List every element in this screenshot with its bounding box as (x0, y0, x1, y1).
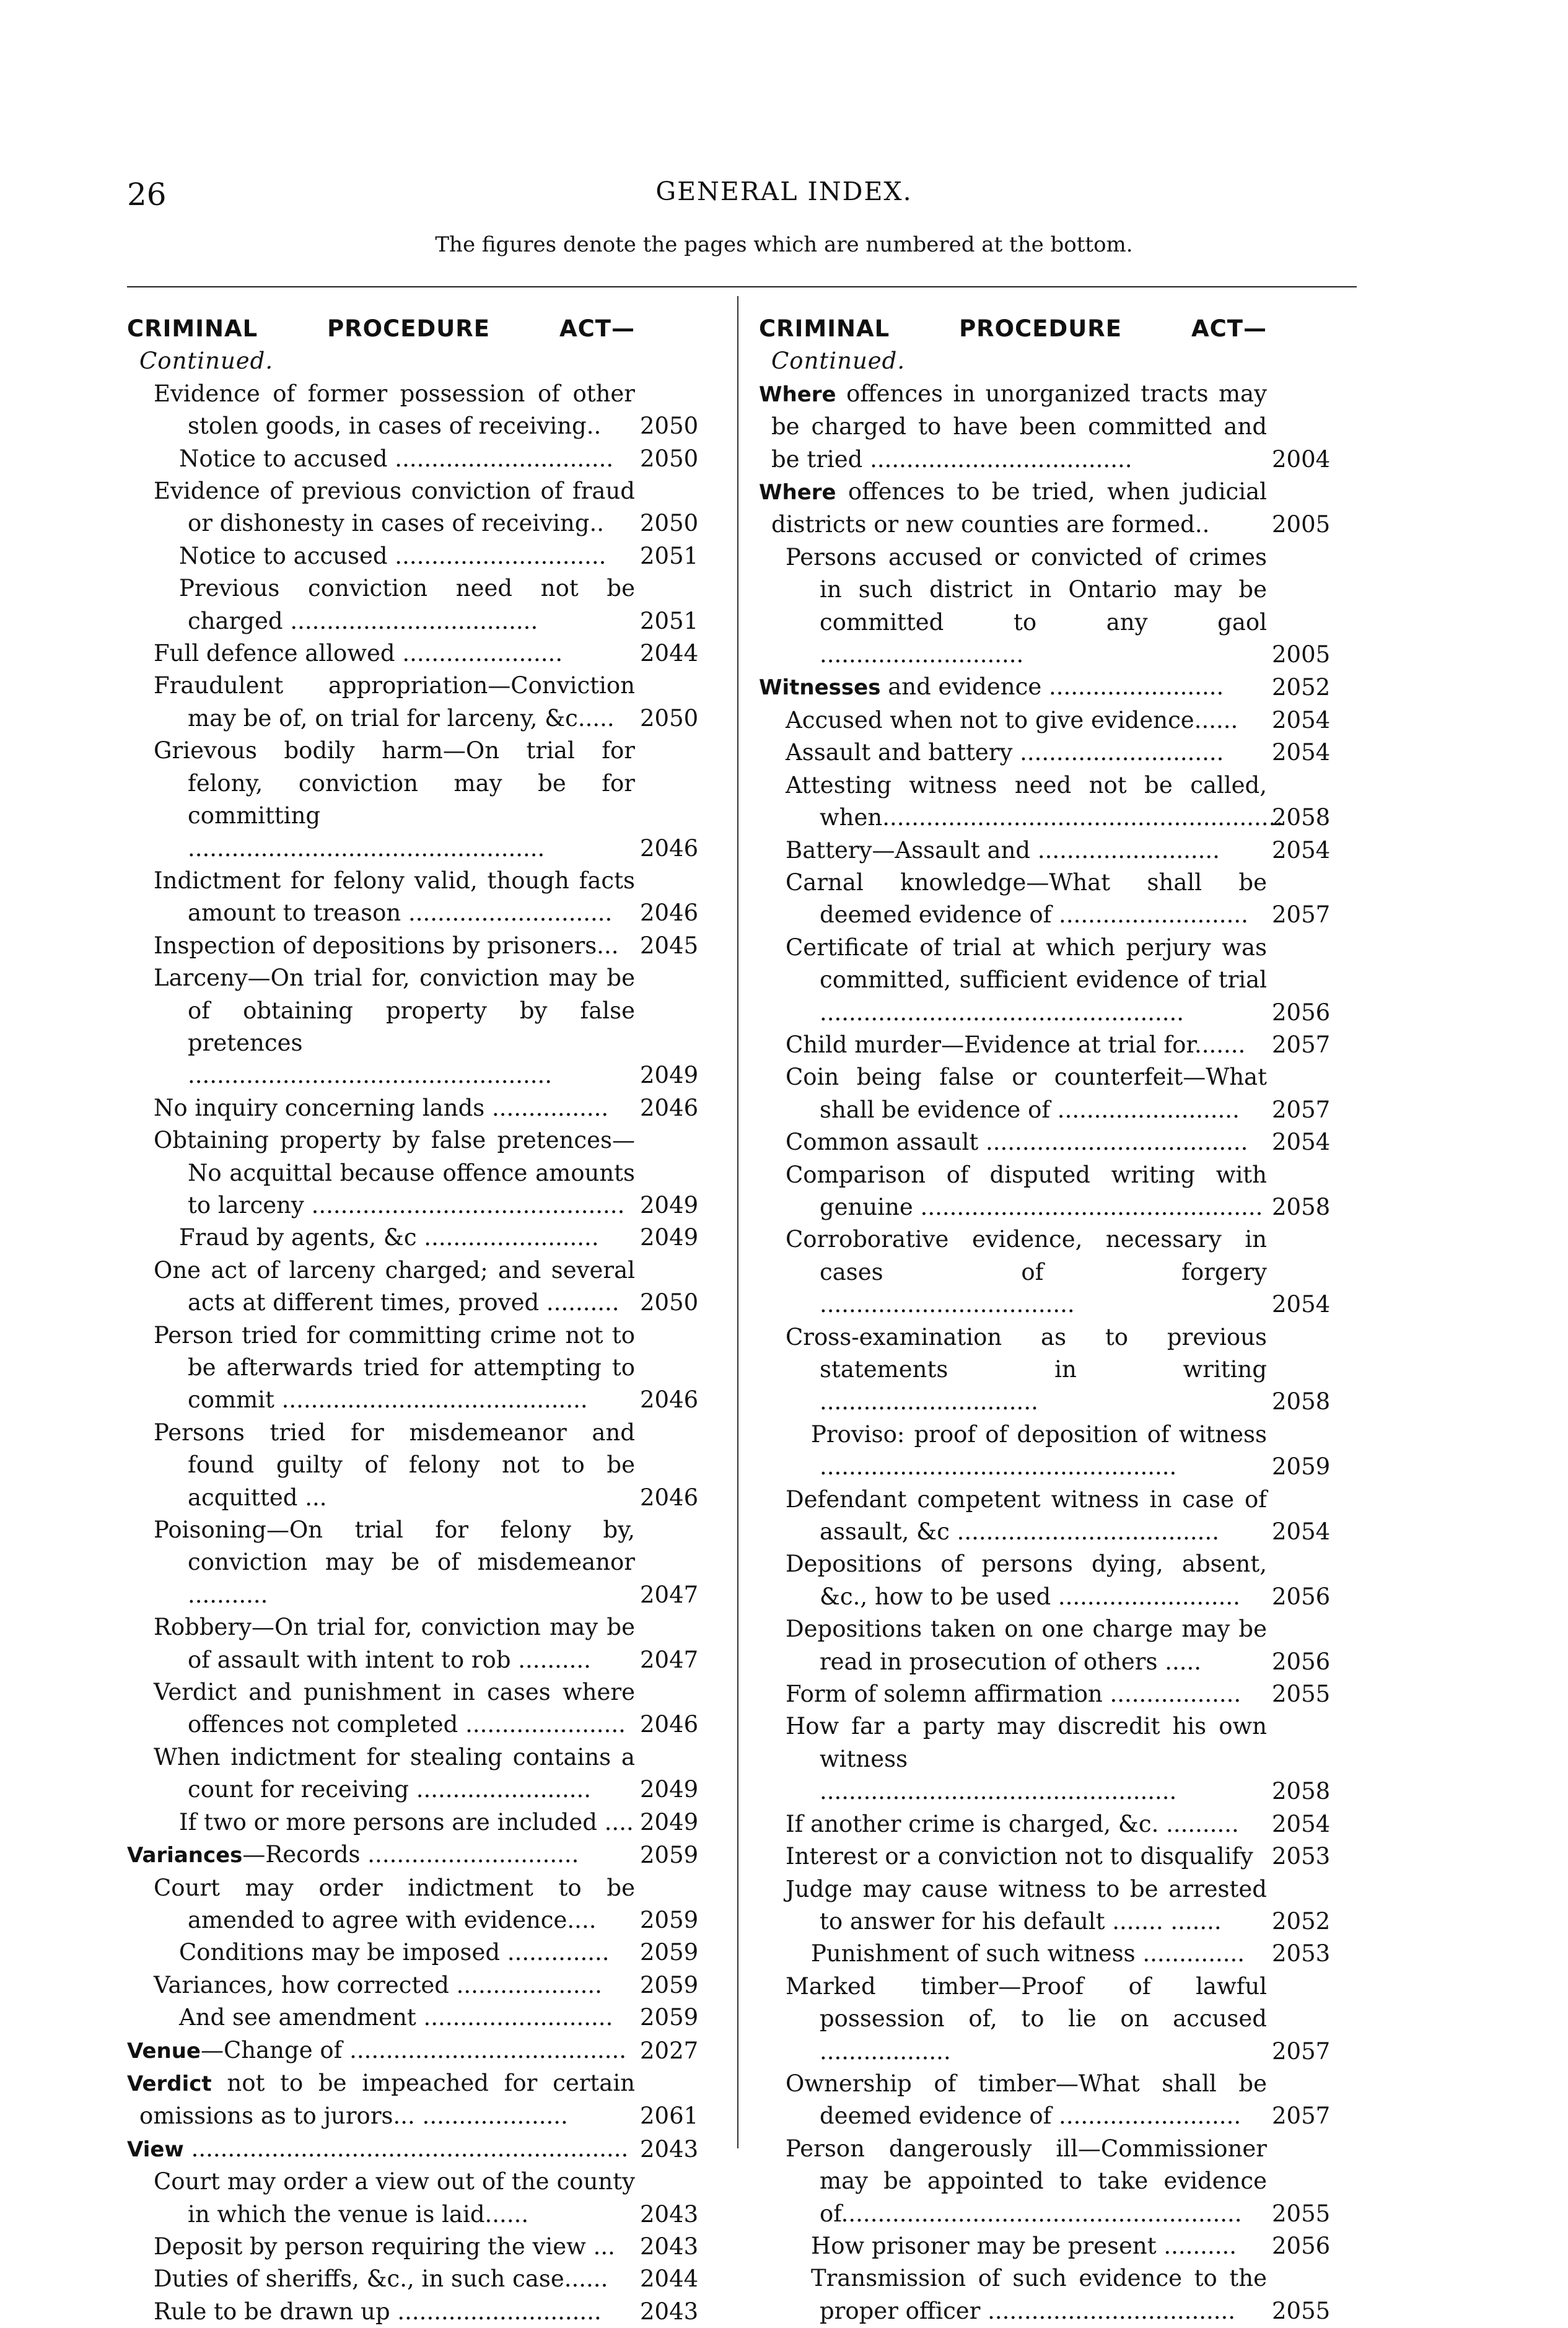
index-entry-text: —Change of ...................................... (200, 2036, 627, 2063)
section-heading-continued: Continued. (139, 348, 274, 375)
index-page-number: 2043 (640, 2298, 699, 2325)
index-entry (759, 1678, 1329, 1710)
section-heading-continued: Continued. (771, 348, 906, 375)
index-entry-text: Obtaining property by false pretences—No acquittal because offence amounts to larceny ........................................... (154, 1127, 635, 1219)
index-entry-text: offences in unorganized tracts may be charged to have been committed and be tried .................................... (771, 380, 1267, 473)
index-keyword: Variances (127, 1843, 243, 1868)
index-page-number: 2049 (640, 1062, 699, 1089)
index-page-number: 2059 (1272, 1453, 1331, 1481)
index-entry-text: Proviso: proof of deposition of witness ................................................. (811, 1420, 1267, 1481)
index-entry (759, 2133, 1329, 2230)
index-entry (127, 378, 697, 443)
index-entry-text: Child murder—Evidence at trial for....... (786, 1031, 1246, 1058)
index-page-number: 2056 (1272, 999, 1331, 1026)
index-entry-text: Defendant competent witness in case of assault, &c .................................... (786, 1486, 1267, 1546)
index-page-number: 2044 (640, 640, 699, 667)
index-entry-text: When indictment for stealing contains a count for receiving ........................ (154, 1743, 635, 1803)
index-entry (127, 475, 697, 540)
index-entry (127, 670, 697, 735)
index-page-number: 2056 (1272, 1583, 1331, 1610)
index-entry-text: Inspection of depositions by prisoners... (154, 932, 619, 959)
index-entry-text: Cross-examination as to previous statements in writing .............................. (786, 1323, 1267, 1416)
index-entry-text: Evidence of former possession of other stolen goods, in cases of receiving.. (154, 380, 635, 440)
index-entry-text: Depositions taken on one charge may be read in prosecution of others ..... (786, 1616, 1267, 1675)
index-entry-text: —Records ............................. (242, 1841, 579, 1868)
index-entry (127, 1839, 697, 1871)
index-keyword: Venue (127, 2038, 201, 2063)
index-entry (127, 1092, 697, 1124)
index-entry (127, 1222, 697, 1254)
index-entry (127, 2231, 697, 2263)
index-entry (759, 1873, 1329, 1938)
index-entry-text: Persons accused or convicted of crimes in such district in Ontario may be committed to any gaol ............................ (786, 543, 1267, 668)
index-page-number: 2059 (640, 1971, 699, 1998)
index-keyword: Where (759, 382, 836, 407)
index-page-number: 2054 (1272, 1291, 1331, 1318)
index-page-number: 2046 (640, 899, 699, 927)
index-entry-text: Robbery—On trial for, conviction may be of assault with intent to rob .......... (154, 1614, 635, 1673)
index-page-number: 2046 (640, 1484, 699, 1511)
index-entry-text: Common assault .................................... (786, 1129, 1248, 1156)
index-entry-text: Depositions of persons dying, absent, &c., how to be used ......................... (786, 1551, 1267, 1610)
index-entry (759, 867, 1329, 932)
index-entry-text: Corroborative evidence, necessary in cases of forgery ................................... (786, 1226, 1267, 1318)
index-page-number: 2050 (640, 704, 699, 732)
right-section-heading (759, 313, 1329, 378)
index-entry (127, 1969, 697, 2002)
index-entry-text: ............................................................ (183, 2135, 629, 2162)
index-entry (759, 2230, 1329, 2262)
index-entry-text: Variances, how corrected .................... (154, 1971, 602, 1998)
index-entry (127, 1872, 697, 1937)
index-entry-text: If another crime is charged, &c. .......... (786, 1810, 1239, 1837)
index-page-number: 2058 (1272, 1193, 1331, 1220)
index-page-number: 2047 (640, 1581, 699, 1608)
index-page-number: 2050 (640, 413, 699, 440)
index-keyword: Verdict (127, 2071, 212, 2096)
index-entry (759, 1484, 1329, 1549)
index-entry-text: Court may order indictment to be amended to agree with evidence.... (154, 1874, 635, 1933)
index-page-number: 2057 (1272, 2037, 1331, 2065)
index-entry (127, 962, 697, 1092)
index-page-number: 2045 (640, 932, 699, 959)
index-entry-text: Grievous bodily harm—On trial for felony, conviction may be for committing ................................................. (154, 737, 635, 862)
index-entry (127, 637, 697, 670)
index-entry-text: Previous conviction need not be charged .................................. (179, 575, 635, 634)
index-page-number: 2054 (1272, 1810, 1331, 1837)
index-entry-text: Notice to accused ............................. (179, 542, 607, 569)
index-page-number: 2050 (640, 510, 699, 537)
index-entry-text: Duties of sheriffs, &c., in such case...... (154, 2265, 608, 2293)
index-entry (759, 1938, 1329, 1970)
index-entry-text: Full defence allowed ...................... (154, 640, 563, 667)
index-page-number: 2058 (1272, 804, 1331, 831)
index-page-number: 2059 (640, 1939, 699, 1966)
running-title: GENERAL INDEX. (655, 177, 913, 206)
index-page-number: 2055 (1272, 2297, 1331, 2324)
index-entry-text: Assault and battery ............................ (786, 739, 1224, 766)
index-entry (127, 2002, 697, 2034)
index-page-number: 2054 (1272, 1129, 1331, 1156)
page-subtitle: The figures denote the pages which are numbered at the bottom. (435, 232, 1133, 257)
index-entry (127, 865, 697, 930)
left-section-heading (127, 313, 697, 378)
index-entry (759, 1029, 1329, 1061)
index-entry-text: Deposit by person requiring the view ... (154, 2233, 615, 2260)
index-entry (127, 1741, 697, 1806)
index-entry (759, 1840, 1329, 1873)
index-entry (759, 1419, 1329, 1484)
index-entry-text: Fraud by agents, &c ........................ (179, 1224, 599, 1251)
index-entry-text: Certificate of trial at which perjury was committed, sufficient evidence of trial .................................................. (786, 934, 1267, 1026)
index-page-number: 2044 (640, 2265, 699, 2293)
index-entry-text: Evidence of previous conviction of fraud or dishonesty in cases of receiving.. (154, 478, 635, 537)
index-page-number: 2056 (1272, 1648, 1331, 1675)
left-column (127, 313, 697, 2328)
index-entry (127, 1124, 697, 1222)
section-heading-text: CRIMINAL PROCEDURE ACT— (759, 315, 1267, 342)
index-page-number: 2043 (640, 2233, 699, 2260)
column-divider (737, 296, 738, 2148)
index-page-number: 2055 (1272, 1681, 1331, 1708)
index-page-number: 2057 (1272, 901, 1331, 929)
index-entry-text: Attesting witness need not be called, when....................................................... (786, 771, 1284, 831)
index-entry-text: and evidence ........................ (880, 673, 1224, 701)
index-entry (127, 2296, 697, 2328)
index-entry (759, 1321, 1329, 1419)
index-entry (759, 737, 1329, 769)
index-page-number: 2061 (640, 2103, 699, 2130)
index-page-number: 2057 (1272, 1096, 1331, 1123)
index-entry (127, 1611, 697, 1676)
section-heading-text: CRIMINAL PROCEDURE ACT— (127, 315, 635, 342)
index-page-number: 2046 (640, 1094, 699, 1121)
index-entry (759, 1971, 1329, 2068)
index-entry-text: How far a party may discredit his own witness ................................................. (786, 1713, 1267, 1805)
index-page-number: 2004 (1272, 445, 1331, 473)
index-entry (127, 572, 697, 637)
index-page-number: 2054 (1272, 1518, 1331, 1546)
index-entry-text: Persons tried for misdemeanor and found guilty of felony not to be acquitted ... (154, 1419, 635, 1511)
index-entry (759, 769, 1329, 834)
index-entry-text: Interest or a conviction not to disqualify (786, 1843, 1253, 1870)
index-page-number: 2046 (640, 1711, 699, 1738)
index-entry (759, 1223, 1329, 1321)
index-entry (759, 1159, 1329, 1224)
index-entry (127, 1319, 697, 1417)
index-page-number: 2043 (640, 2135, 699, 2163)
index-page-number: 2055 (1272, 2200, 1331, 2227)
index-page-number: 2058 (1272, 1388, 1331, 1416)
index-entry (127, 1676, 697, 1741)
index-page-number: 2054 (1272, 836, 1331, 864)
index-entry-text: Form of solemn affirmation .................. (786, 1681, 1242, 1708)
index-page-number: 2051 (640, 542, 699, 569)
index-entry (127, 1806, 697, 1839)
index-page-number: 2050 (640, 1289, 699, 1316)
index-entry (127, 1514, 697, 1611)
index-entry (759, 1613, 1329, 1678)
index-page-number: 2047 (640, 1646, 699, 1673)
index-entry (127, 2034, 697, 2067)
index-entry-text: Verdict and punishment in cases where offences not completed ...................... (154, 1679, 635, 1738)
index-entry (127, 1254, 697, 1319)
index-entry (759, 932, 1329, 1029)
index-page-number: 2051 (640, 607, 699, 634)
index-entry (127, 2166, 697, 2231)
index-page-number: 2005 (1272, 511, 1331, 538)
index-entry-text: Battery—Assault and ......................... (786, 836, 1220, 864)
index-entry-text: Coin being false or counterfeit—What shall be evidence of ......................... (786, 1064, 1267, 1123)
index-entry-text: How prisoner may be present .......... (811, 2232, 1237, 2259)
index-entry-text: One act of larceny charged; and several acts at different times, proved .......... (154, 1256, 635, 1316)
index-entry-text: Court may order a view out of the county in which the venue is laid...... (154, 2168, 635, 2228)
index-entry-text: Transmission of such evidence to the proper officer .................................. (811, 2265, 1267, 2324)
index-entry (127, 1417, 697, 1514)
index-entry-text: And see amendment .......................... (179, 2004, 613, 2031)
index-page-number: 2058 (1272, 1778, 1331, 1805)
index-entry-text: No inquiry concerning lands ................ (154, 1094, 609, 1121)
index-page-number: 2049 (640, 1191, 699, 1219)
index-entry (759, 704, 1329, 737)
index-page-number: 2054 (1272, 739, 1331, 766)
index-entry (759, 378, 1329, 476)
index-page-number: 2049 (640, 1808, 699, 1836)
index-entry (127, 540, 697, 572)
index-entry-text: If two or more persons are included .... (179, 1808, 634, 1836)
index-entry (127, 443, 697, 475)
index-page-number: 2043 (640, 2200, 699, 2228)
index-entry (759, 1126, 1329, 1158)
index-entry-text: Rule to be drawn up ............................ (154, 2298, 602, 2325)
index-entry-text: Ownership of timber—What shall be deemed evidence of ......................... (786, 2070, 1267, 2130)
index-keyword: View (127, 2137, 184, 2162)
index-page-number: 2054 (1272, 706, 1331, 733)
index-entry-text: Poisoning—On trial for felony by, conviction may be of misdemeanor ........... (154, 1516, 635, 1608)
page-number: 26 (127, 177, 167, 212)
index-entry (127, 2133, 697, 2166)
index-entry (759, 1061, 1329, 1126)
index-page-number: 2027 (640, 2037, 699, 2064)
index-entry (127, 2067, 697, 2133)
index-entry-text: Marked timber—Proof of lawful possession of, to lie on accused .................. (786, 1972, 1267, 2065)
index-entry-text: Person dangerously ill—Commissioner may be appointed to take evidence of....................................................... (786, 2135, 1267, 2227)
index-page-number: 2059 (640, 1842, 699, 1869)
index-page-number: 2049 (640, 1224, 699, 1251)
index-entry-text: Judge may cause witness to be arrested to answer for his default ....... ....... (786, 1875, 1267, 1935)
index-page-number: 2049 (640, 1776, 699, 1803)
index-entry-text: Indictment for felony valid, though facts amount to treason ............................ (154, 867, 635, 927)
right-column (759, 313, 1329, 2327)
index-page-number: 2053 (1272, 1940, 1331, 1967)
index-entry-text: offences to be tried, when judicial districts or new counties are formed.. (771, 478, 1267, 538)
index-entry (759, 2262, 1329, 2327)
index-entry (759, 2068, 1329, 2133)
index-entry (759, 1808, 1329, 1840)
index-entry-text: Punishment of such witness .............. (811, 1940, 1245, 1967)
index-page-number: 2052 (1272, 674, 1331, 701)
index-entry-text: Person tried for committing crime not to be afterwards tried for attempting to commit .......................................... (154, 1321, 635, 1414)
index-page-number: 2057 (1272, 1031, 1331, 1058)
index-entry (127, 1936, 697, 1969)
index-page-number: 2056 (1272, 2232, 1331, 2259)
index-page-number: 2046 (640, 834, 699, 862)
index-entry-text: Larceny—On trial for, conviction may be of obtaining property by false pretences .................................................. (154, 965, 635, 1089)
index-entry (127, 930, 697, 962)
index-entry-text: Notice to accused .............................. (179, 445, 614, 472)
index-entry-text: Fraudulent appropriation—Conviction may be of, on trial for larceny, &c..... (154, 672, 635, 732)
index-entry (127, 2263, 697, 2295)
index-entry-text: Carnal knowledge—What shall be deemed evidence of .......................... (786, 869, 1267, 929)
index-entry-text: Accused when not to give evidence...... (786, 706, 1238, 733)
index-keyword: Where (759, 480, 836, 505)
index-keyword: Witnesses (759, 675, 881, 701)
index-page-number: 2057 (1272, 2103, 1331, 2130)
index-entry-text: Conditions may be imposed .............. (179, 1939, 610, 1966)
index-entry (759, 671, 1329, 704)
index-entry (759, 834, 1329, 867)
index-page-number: 2050 (640, 445, 699, 472)
index-entry (759, 1548, 1329, 1613)
index-entry-text: not to be impeached for certain omissions as to jurors... .................... (139, 2069, 635, 2130)
index-entry (759, 541, 1329, 672)
index-entry (759, 1710, 1329, 1808)
index-entry (127, 735, 697, 865)
index-entry-text: Comparison of disputed writing with genuine ............................................... (786, 1161, 1267, 1220)
index-page-number: 2059 (640, 2004, 699, 2031)
index-entry (759, 476, 1329, 541)
index-page-number: 2046 (640, 1386, 699, 1414)
header-rule (127, 286, 1357, 287)
index-page-number: 2052 (1272, 1907, 1331, 1935)
index-page-number: 2053 (1272, 1843, 1331, 1870)
index-page-number: 2059 (640, 1906, 699, 1933)
index-page-number: 2005 (1272, 641, 1331, 668)
